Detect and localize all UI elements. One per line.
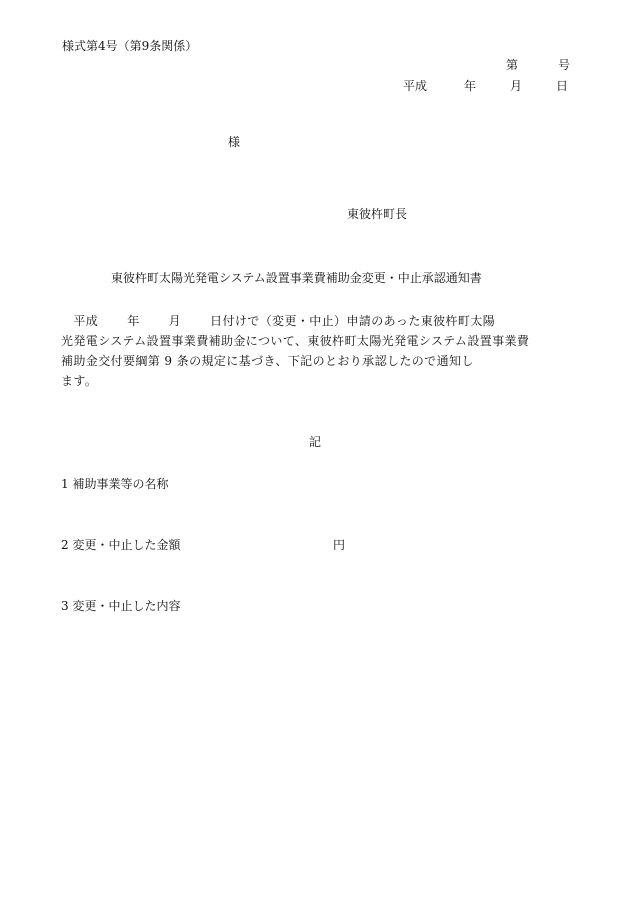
body-line: ます。 — [61, 374, 98, 388]
body-line: 平成 年 月 日付けで（変更・中止）申請のあった東彼杵町太陽 — [61, 314, 496, 328]
form-number: 様式第4号（第9条関係） — [62, 39, 198, 53]
date-month-label: 月 — [510, 79, 523, 93]
item-project-name: 1 補助事業等の名称 — [61, 477, 169, 491]
doc-number-suffix: 号 — [558, 58, 571, 72]
date-era: 平成 — [403, 79, 428, 93]
doc-number-prefix: 第 — [506, 58, 519, 72]
item-amount-unit: 円 — [333, 538, 346, 552]
body-paragraph — [61, 311, 575, 391]
document-title: 東彼杵町太陽光発電システム設置事業費補助金変更・中止承認通知書 — [111, 271, 482, 285]
sender-name: 東彼杵町長 — [347, 207, 408, 221]
date-day-label: 日 — [556, 79, 569, 93]
addressee-honorific: 様 — [228, 135, 241, 149]
ki-heading: 記 — [309, 435, 322, 449]
date-year-label: 年 — [464, 79, 477, 93]
body-line: 補助金交付要綱第 9 条の規定に基づき、下記のとおり承認したので通知し — [61, 354, 474, 368]
body-line: 光発電システム設置事業費補助金について、東彼杵町太陽光発電システム設置事業費 — [61, 334, 530, 348]
item-changed-content: 3 変更・中止した内容 — [61, 599, 181, 613]
item-changed-amount: 2 変更・中止した金額 — [61, 538, 181, 552]
